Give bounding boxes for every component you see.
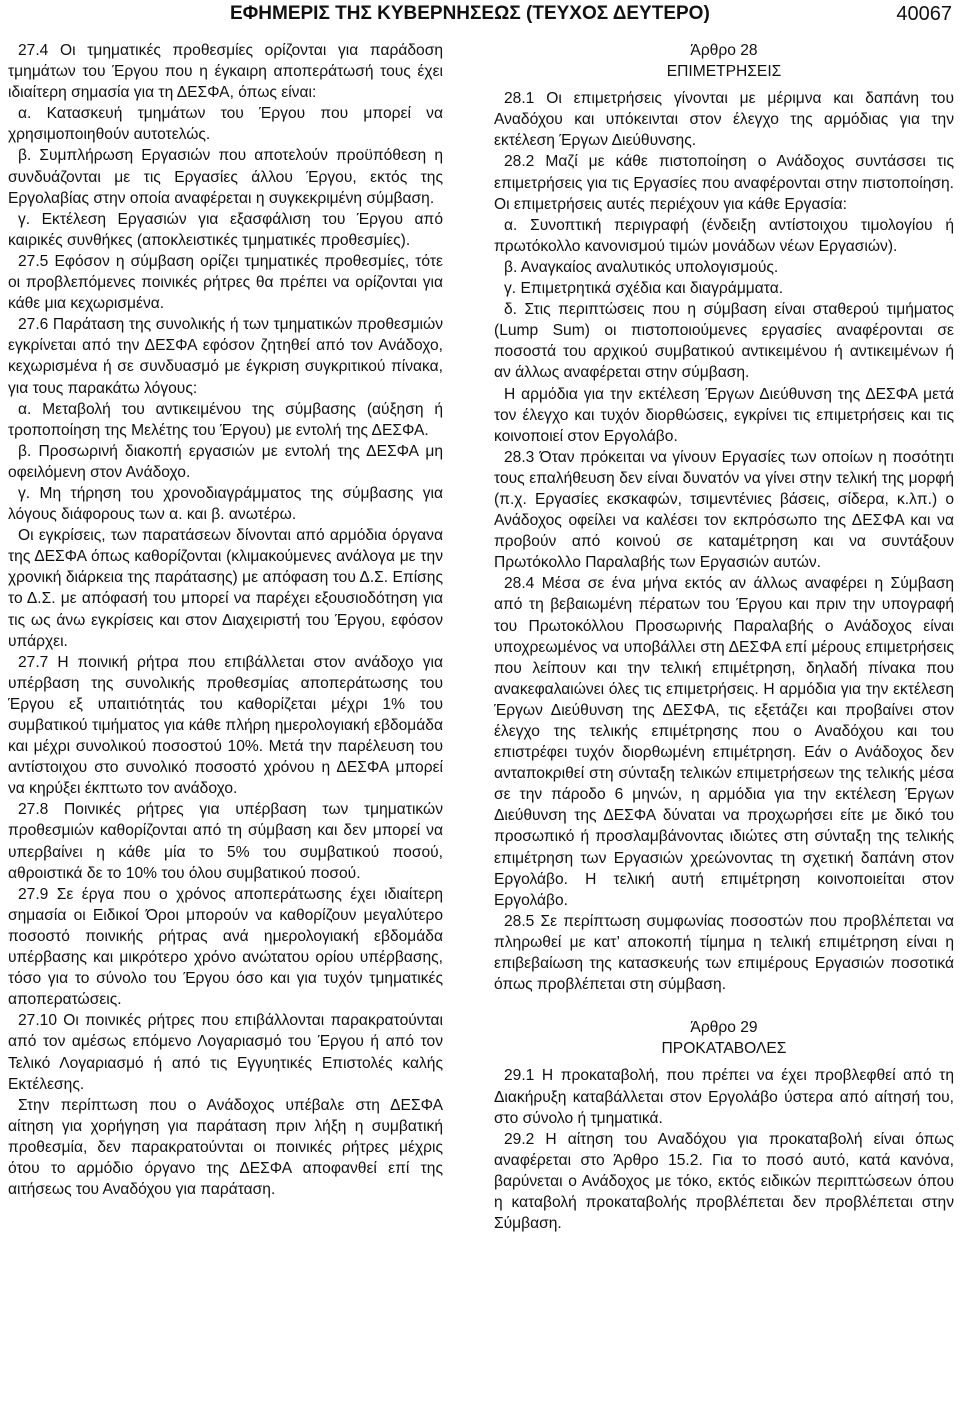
article-28-title: ΕΠΙΜΕΤΡΗΣΕΙΣ [666, 63, 782, 81]
paragraph: γ. Επιμετρητικά σχέδια και διαγράμματα. [504, 280, 784, 298]
paragraph: β. Συμπλήρωση Εργασιών που αποτελούν προϋπόθεση η συνδυάζονται με τις Εργασίες άλλου Έργου, εκτός της Εργολαβίας στην οποία αναφέρεται η συγκεκριμένη σύμβαση. [8, 147, 443, 207]
paragraph: 29.2 Η αίτηση του Αναδόχου για προκαταβολή είναι όπως αναφέρεται στο Άρθρο 15.2. Για το ποσό αυτό, κατά κανόνα, βαρύνεται ο Ανάδοχος με τόκο, εκτός ειδικών περιπτώσεων όπου η καταβολή προκαταβολής προβλέπεται δεν προβλέπεται στην Σύμβαση. [494, 1130, 954, 1233]
paragraph: γ. Εκτέλεση Εργασιών για εξασφάλιση του Έργου από καιρικές συνθήκες (αποκλειστικές τμηματικές προθεσμίες). [8, 210, 443, 249]
paragraph: Οι εγκρίσεις, των παρατάσεων δίνονται από αρμόδια όργανα της ΔΕΣΦΑ όπως καθορίζονται (κλιμακούμενες ανάλογα με την χρονική διάρκεια της παράτασης) με απόφαση του Δ.Σ. Επίσης το Δ.Σ. με απόφασή του μπορεί να παρέχει εξουσιοδότηση για τις ως άνω εγκρίσεις και στον Διαχειριστή του Έργου, εφόσον υπάρχει. [8, 527, 443, 650]
gazette-title: ΕΦΗΜΕΡΙΣ ΤΗΣ ΚΥΒΕΡΝΗΣΕΩΣ (ΤΕΥΧΟΣ ΔΕΥΤΕΡΟ) [230, 3, 710, 24]
paragraph: 27.6 Παράταση της συνολικής ή των τμηματικών προθεσμιών εγκρίνεται από την ΔΕΣΦΑ εφόσον ζητηθεί από τον Ανάδοχο, κεχωρισμένα ή σε συνδυασμό με έγκριση συγκριτικού πίνακα, για τους παρακάτω λόγους: [8, 316, 443, 397]
paragraph: 27.8 Ποινικές ρήτρες για υπέρβαση των τμηματικών προθεσμιών καθορίζονται από τη σύμβαση και δεν μπορεί να υπερβαίνει η κάθε μία το 5% του συμβατικού ποσού, αθροιστικά δε το 10% του όλου συμβατικού ποσού. [8, 801, 443, 882]
right-column [494, 40, 954, 1234]
paragraph: 27.4 Οι τμηματικές προθεσμίες ορίζονται για παράδοση τμημάτων του Έργου που η έγκαιρη αποπεράτωσή τους έχει ιδιαίτερη σημασία για τη ΔΕΣΦΑ, όπως είναι: [8, 42, 443, 102]
article-28-number: Άρθρο 28 [690, 42, 758, 59]
paragraph: 28.3 Όταν πρόκειται να γίνουν Εργασίες των οποίων η ποσότητι τους επαλήθευση δεν είναι δυνατόν να γίνει στην τελική της μορφή (π.χ. Εργασίες εκσκαφών, τσιμεντένιες βάσεις, σίδερα, κ.λπ.) ο Ανάδοχος οφείλει να καλέσει τον εκπρόσωπο της ΔΕΣΦΑ και να προβούν από κοινού σε καταμέτρηση και να συντάξουν Πρωτόκολλο Παραλαβής των Εργασιών αυτών. [494, 448, 954, 572]
paragraph: β. Αναγκαίος αναλυτικός υπολογισμούς. [504, 258, 779, 276]
page-number: 40067 [896, 3, 952, 25]
paragraph: Στην περίπτωση που ο Ανάδοχος υπέβαλε στη ΔΕΣΦΑ αίτηση για χορήγηση για παράταση πριν λήξη η συμβατική προθεσμία, δεν παρακρατούνται οι ποινικές ρήτρες μέχρις ότου το αρμόδιο όργανο της ΔΕΣΦΑ αποφανθεί επί της αιτήσεως του Αναδόχου για παράταση. [8, 1096, 443, 1199]
paragraph: 28.5 Σε περίπτωση συμφωνίας ποσοστών που προβλέπεται να πληρωθεί με κατ’ αποκοπή τίμημα η τελική επιμέτρηση είναι η επιβεβαίωση της κατασκευής των επιμέρους Εργασιών ποσοτικά όπως προβλέπεται στη σύμβαση. [494, 912, 954, 994]
paragraph: γ. Μη τήρηση του χρονοδιαγράμματος της σύμβασης για λόγους διάφορους των α. και β. ανωτέρω. [8, 484, 443, 524]
page-header [0, 0, 960, 30]
paragraph: 28.1 Οι επιμετρήσεις γίνονται με μέριμνα και δαπάνη του Αναδόχου και υπόκεινται στον έλεγχο της αρμόδιας για την εκτέλεση Έργων Διεύθυνσης. [494, 90, 954, 150]
article-29-number: Άρθρο 29 [690, 1019, 758, 1037]
paragraph: 27.5 Εφόσον η σύμβαση ορίζει τμηματικές προθεσμίες, τότε οι προβλεπόμενες ποινικές ρήτρες θα πρέπει να ορίζονται για κάθε μια κεχωρισμένα. [8, 252, 443, 313]
paragraph: α. Κατασκευή τμημάτων του Έργου που μπορεί να χρησιμοποιηθούν αυτοτελώς. [8, 105, 443, 144]
paragraph: 28.4 Μέσα σε ένα μήνα εκτός αν άλλως αναφέρει η Σύμβαση από τη βεβαιωμένη πέρατων του Έργου και πριν την υπογραφή του Πρωτοκόλλου Προσωρινής Παραλαβής ο Ανάδοχος είναι υποχρεωμένος να υποβάλλει στη ΔΕΣΦΑ επί μέρους επιμετρήσεις που λείπουν και την τελική επιμέτρηση, δηλαδή πίνακα που ανακεφαλαιώνει όλες τις επιμετρήσεις. Η αρμόδια για την εκτέλεση Έργων Διεύθυνση της ΔΕΣΦΑ, τις εξετάζει και προβαίνει στον έλεγχο της τελικής επιμέτρησης που ο Αναδόχου και του επιστρέφει τυχόν διορθωμένη επιμέτρηση. Εάν ο Ανάδοχος δεν ανταποκριθεί στη σύνταξη τελικών επιμετρήσεων της τελικής μέσα σε την πάροδο 6 μηνών, η αρμόδια για την εκτέλεση Έργων Διεύθυνση της ΔΕΣΦΑ δύναται να προχωρήσει είτε με δικό του προσωπικό ή προσλαμβάνοντας ιδιώτες στη σύνταξη της τελικής επιμέτρηση των Εργασιών χρεώνοντας τη σχετική δαπάνη στον Εργολάβο. Η τελική αυτή επιμέτρηση κοινοποιείται στον Εργολάβο. [494, 575, 954, 909]
paragraph: β. Προσωρινή διακοπή εργασιών με εντολή της ΔΕΣΦΑ μη οφειλόμενη στον Ανάδοχο. [8, 442, 443, 481]
paragraph: 27.9 Σε έργα που ο χρόνος αποπεράτωσης έχει ιδιαίτερη σημασία οι Ειδικοί Όροι μπορούν να καθορίζουν μεγαλύτερο ποσοστό ποινικής ρήτρας ανά ημερολογιακή εβδομάδα υπέρβασης και μικρότερο χρόνο ανώτατου ορίου υπέρβασης, τόσο για το σύνολο του Έργου όσο και για τυχόν τμηματικές αποπερατώσεις. [8, 885, 443, 1009]
left-column [8, 40, 443, 1200]
paragraph: δ. Στις περιπτώσεις που η σύμβαση είναι σταθερού τιμήματος (Lump Sum) οι πιστοποιούμενες εργασίες αναφέρονται σε ποσοστά του αρχικού συμβατικού αντικειμένου ή αντικειμένων ή αν άλλως αναφέρεται στην σύμβαση. [494, 301, 954, 382]
article-29-title: ΠΡΟΚΑΤΑΒΟΛΕΣ [661, 1040, 787, 1058]
paragraph: 27.7 Η ποινική ρήτρα που επιβάλλεται στον ανάδοχο για υπέρβαση της συνολικής προθεσμίας αποπεράτωσης του Έργου εξ υπαιτιότητάς του καθορίζεται μέχρι 1% του συμβατικού τιμήματος για κάθε πλήρη ημερολογιακή εβδομάδα και μέχρι συνολικού ποσοστού 10%. Μετά την παρέλευση του αντίστοιχου στο συνολικό ποσοστό χρόνου η ΔΕΣΦΑ μπορεί να κηρύξει έκπτωτο τον ανάδοχο. [8, 653, 443, 798]
paragraph: α. Συνοπτική περιγραφή (ένδειξη αντίστοιχου τιμολογίου ή πρωτόκολλο κανονισμού τιμών μονάδων νέων Εργασιών). [494, 216, 954, 255]
paragraph: α. Μεταβολή του αντικειμένου της σύμβασης (αύξηση ή τροποποίηση της Μελέτης του Έργου) με εντολή της ΔΕΣΦΑ. [8, 400, 443, 439]
paragraph: Η αρμόδια για την εκτέλεση Έργων Διεύθυνση της ΔΕΣΦΑ μετά τον έλεγχο και τυχόν διορθώσεις, εγκρίνει τις επιμετρήσεις και τις κοινοποιεί στον Εργολάβο. [494, 385, 954, 445]
paragraph: 28.2 Μαζί με κάθε πιστοποίηση ο Ανάδοχος συντάσσει τις επιμετρήσεις για τις Εργασίες που αναφέρονται στην πιστοποίηση. Οι επιμετρήσεις αυτές περιέχουν για κάθε Εργασία: [494, 153, 954, 213]
paragraph: 29.1 Η προκαταβολή, που πρέπει να έχει προβλεφθεί από τη Διακήρυξη καταβάλλεται στον Εργολάβο ύστερα από αίτησή του, στο σύνολο ή τμηματικά. [494, 1067, 954, 1127]
paragraph: 27.10 Οι ποινικές ρήτρες που επιβάλλονται παρακρατούνται από τον αμέσως επόμενο Λογαριασμό του Έργου ή από τον Τελικό Λογαριασμό ή από τις Εγγυητικές Επιστολές καλής Εκτέλεσης. [8, 1012, 443, 1093]
